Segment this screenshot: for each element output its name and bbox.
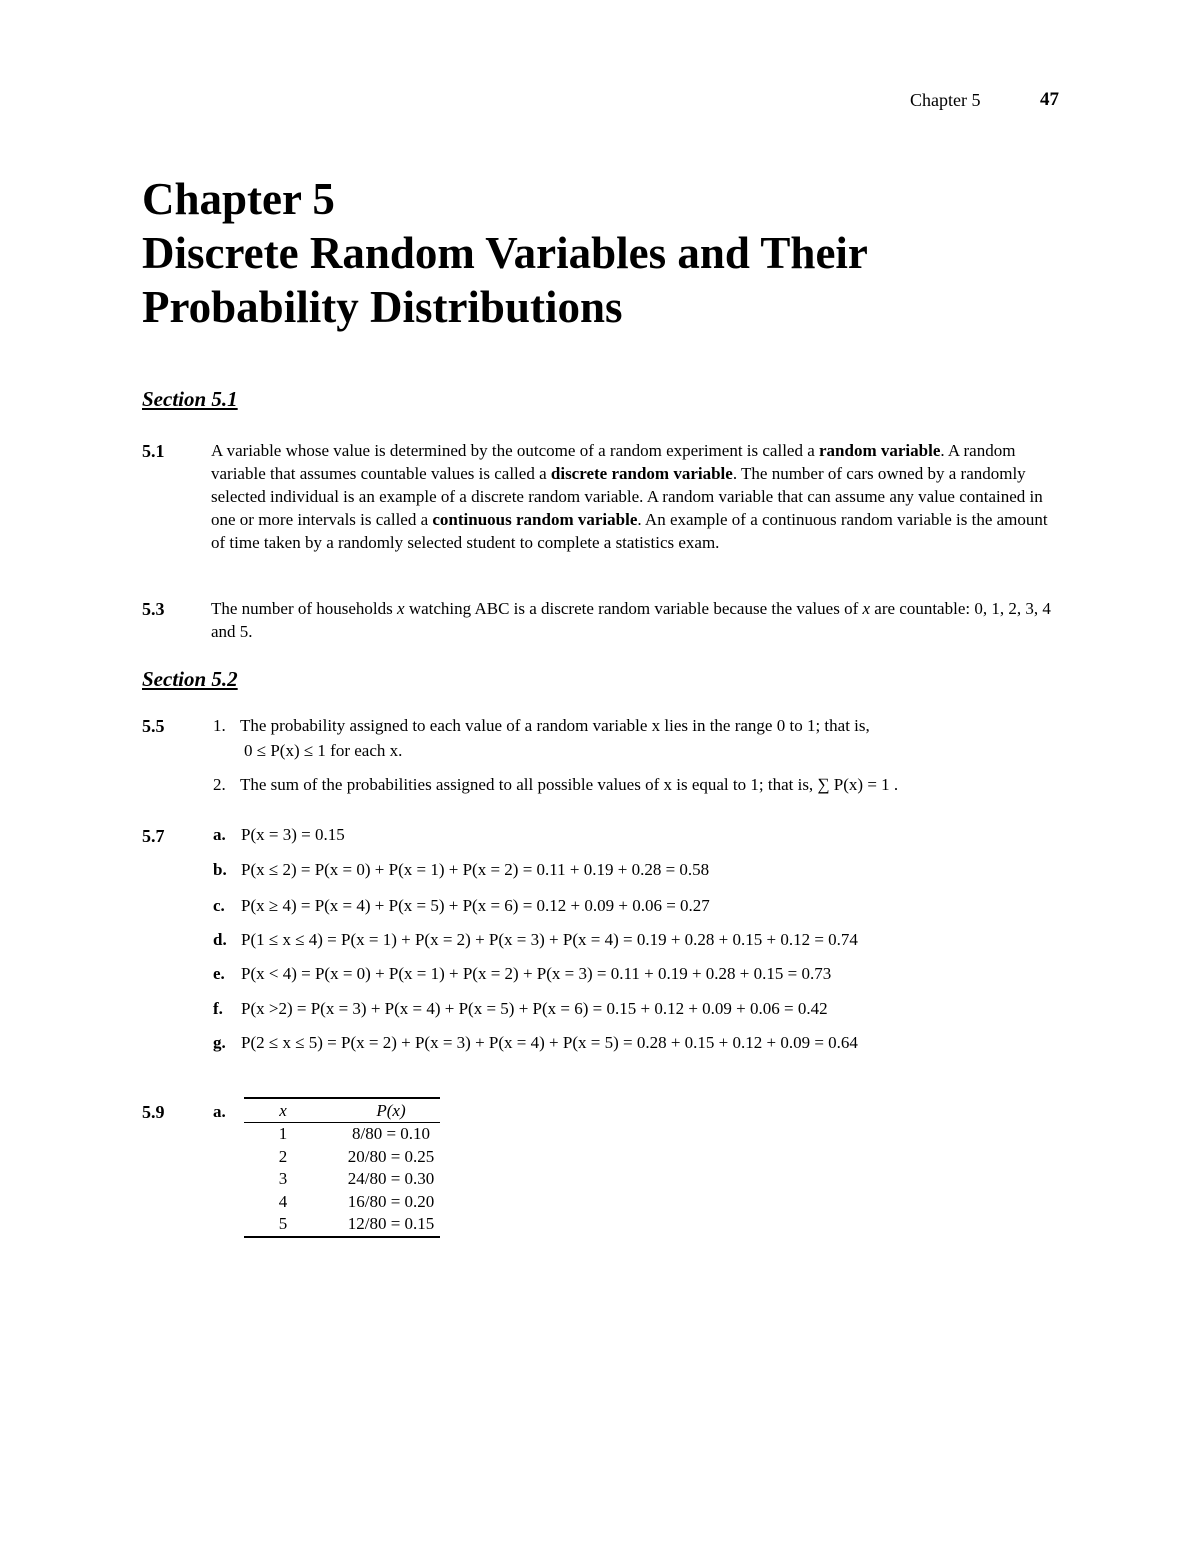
p53-text-1: The number of households xyxy=(211,599,398,618)
probability-distribution-table xyxy=(244,1097,440,1238)
p57-item-f xyxy=(213,999,828,1019)
p57-label-f: f. xyxy=(213,999,223,1018)
exercise-5-1-text xyxy=(211,439,1061,554)
term-discrete-random-variable: discrete random variable xyxy=(550,464,733,484)
cell-x: 5 xyxy=(244,1213,322,1237)
p57-item-d xyxy=(213,930,858,950)
page-number: 47 xyxy=(1040,89,1059,110)
cell-px: 12/80 = 0.15 xyxy=(322,1213,440,1237)
cell-x: 2 xyxy=(278,1146,288,1166)
cell-x: 1 xyxy=(278,1124,288,1143)
section-heading-5-1: Section 5.1 xyxy=(142,387,238,411)
term-continuous-random-variable: continuous random variable xyxy=(432,510,638,530)
chapter-title-line2: Discrete Random Variables and Their xyxy=(142,228,868,278)
p53-text-2: watching ABC is a discrete random variable because the values of xyxy=(404,599,863,618)
chapter-title-line3: Probability Distributions xyxy=(142,282,623,332)
p51-text-3: . The number of cars owned by a randomly selected individual is an example of a discrete random variable. A random variable that can assume any value contained in one or more intervals is called a xyxy=(211,464,1043,530)
p59-label-a: a. xyxy=(213,1102,226,1121)
exercise-number-5-1: 5.1 xyxy=(142,441,165,461)
table-row xyxy=(244,1146,440,1169)
p57-item-g xyxy=(213,1033,858,1053)
column-header-x: x xyxy=(244,1098,322,1123)
p57-item-e xyxy=(213,964,831,984)
table-row xyxy=(244,1213,440,1237)
p57-item-a xyxy=(213,825,345,845)
table-row xyxy=(244,1168,440,1191)
p57-equation-a: P(x = 3) = 0.15 xyxy=(241,825,345,844)
cell-x: 4 xyxy=(278,1191,288,1211)
p57-label-a: a. xyxy=(213,825,226,844)
table-header-row xyxy=(244,1098,440,1123)
p57-equation-g: P(2 ≤ x ≤ 5) = P(x = 2) + P(x = 3) + P(x = 4) + P(x = 5) = 0.28 + 0.15 + 0.12 + 0.09 = 0.64 xyxy=(241,1033,858,1052)
chapter-title xyxy=(142,172,1042,334)
column-header-px: P(x) xyxy=(322,1098,440,1123)
exercise-number-5-3: 5.3 xyxy=(142,599,165,619)
p57-label-b: b. xyxy=(213,860,227,879)
p57-equation-d: P(1 ≤ x ≤ 4) = P(x = 1) + P(x = 2) + P(x = 3) + P(x = 4) = 0.19 + 0.28 + 0.15 + 0.12 = 0.74 xyxy=(241,930,858,949)
section-heading-5-2: Section 5.2 xyxy=(142,667,238,691)
p57-equation-e: P(x < 4) = P(x = 0) + P(x = 1) + P(x = 2) + P(x = 3) = 0.11 + 0.19 + 0.28 + 0.15 = 0.73 xyxy=(241,964,832,983)
p51-text-2: . A random variable that assumes countable values is called a xyxy=(211,441,1016,484)
exercise-5-3-text xyxy=(211,597,1061,643)
p55-item1-number: 1. xyxy=(213,716,226,735)
p55-item2-number: 2. xyxy=(213,775,226,794)
p57-label-d: d. xyxy=(213,930,227,949)
p57-equation-c: P(x ≥ 4) = P(x = 4) + P(x = 5) + P(x = 6) = 0.12 + 0.09 + 0.06 = 0.27 xyxy=(241,896,710,915)
p57-label-g: g. xyxy=(213,1033,226,1052)
table-row xyxy=(244,1191,440,1214)
exercise-number-5-7: 5.7 xyxy=(142,826,165,846)
p55-item2-text: The sum of the probabilities assigned to all possible values of x is equal to 1; that is, ∑ P(x) = 1 . xyxy=(240,775,899,794)
cell-px: 24/80 = 0.30 xyxy=(347,1169,435,1189)
term-random-variable: random variable xyxy=(819,441,941,460)
p53-var-x-2: x xyxy=(862,599,871,618)
p55-item1-condition: 0 ≤ P(x) ≤ 1 for each x. xyxy=(244,741,403,760)
p51-text-1: A variable whose value is determined by the outcome of a random experiment is called a xyxy=(211,441,820,460)
p53-text-3: are countable: 0, 1, 2, 3, 4 and 5. xyxy=(211,599,1051,642)
p55-item1-text: The probability assigned to each value of a random variable x lies in the range 0 to 1; that is, xyxy=(240,716,870,735)
exercise-number-5-9: 5.9 xyxy=(142,1102,165,1122)
p57-label-e: e. xyxy=(213,964,225,983)
chapter-title-line1: Chapter 5 xyxy=(142,174,335,224)
table-row xyxy=(244,1123,440,1146)
cell-x: 3 xyxy=(278,1169,288,1189)
p57-item-b xyxy=(213,860,709,880)
running-header-chapter: Chapter 5 xyxy=(910,90,981,110)
p57-item-c xyxy=(213,896,710,916)
p53-var-x-1: x xyxy=(397,599,405,618)
p57-equation-f: P(x >2) = P(x = 3) + P(x = 4) + P(x = 5) + P(x = 6) = 0.15 + 0.12 + 0.09 + 0.06 = 0.42 xyxy=(241,999,828,1018)
p57-equation-b: P(x ≤ 2) = P(x = 0) + P(x = 1) + P(x = 2) = 0.11 + 0.19 + 0.28 = 0.58 xyxy=(241,860,710,879)
p57-label-c: c. xyxy=(213,896,225,915)
cell-px: 8/80 = 0.10 xyxy=(351,1124,431,1143)
p51-text-4: . An example of a continuous random variable is the amount of time taken by a randomly selected student to complete a statistics exam. xyxy=(211,510,1048,553)
cell-px: 20/80 = 0.25 xyxy=(347,1146,435,1166)
exercise-number-5-5: 5.5 xyxy=(142,716,165,736)
cell-px: 16/80 = 0.20 xyxy=(347,1191,435,1211)
